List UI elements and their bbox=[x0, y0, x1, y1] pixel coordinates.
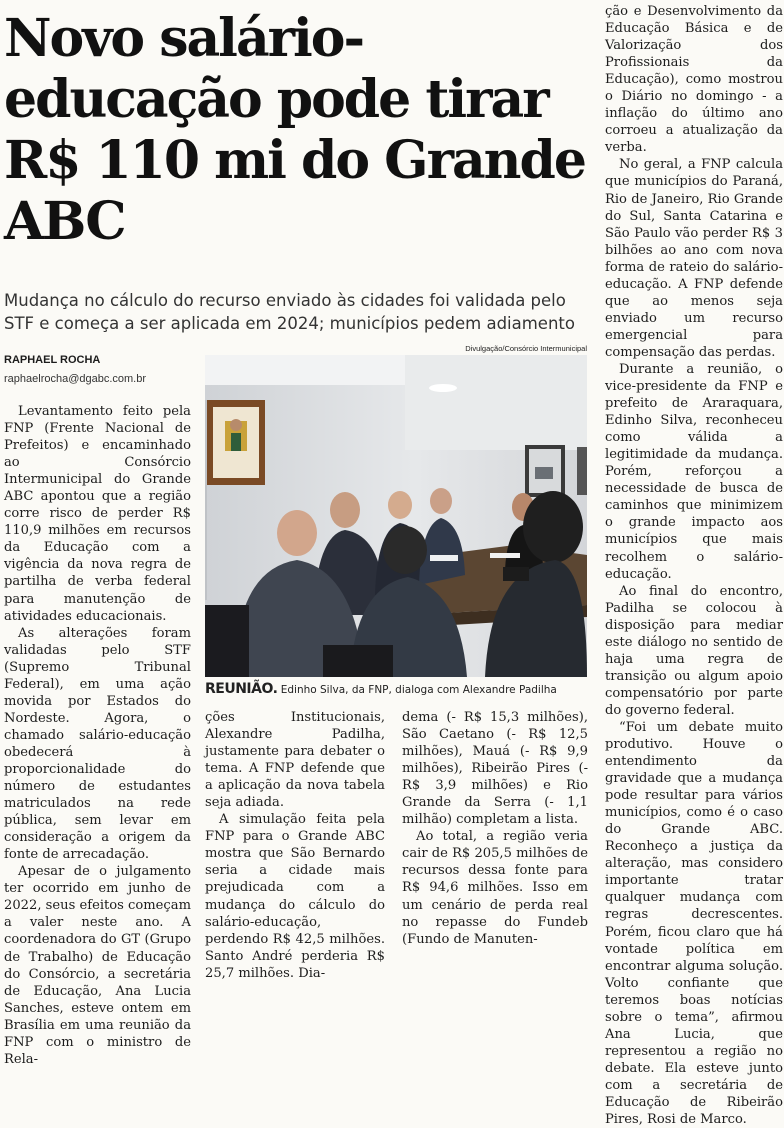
paragraph: ção e Desenvolvimento da Educação Básica e de Valorização dos Profissionais da Educação), como mostrou o Diário no domingo - a inflação do último ano corroeu a atualização da verba. bbox=[605, 4, 783, 156]
paragraph: A simulação feita pela FNP para o Grande ABC mostra que São Bernardo seria a cidade mais prejudicada com a mudança do cálculo do salário-educação, perdendo R$ 42,5 milhões. Santo André perderia R$ 25,7 milhões. Dia- bbox=[205, 812, 385, 981]
subheadline: Mudança no cálculo do recurso enviado às cidades foi validada pelo STF e começa a ser aplicada em 2024; municípios pedem adiamento bbox=[4, 291, 575, 333]
paragraph: Ao total, a região veria cair de R$ 205,5 milhões de recursos dessa fonte para R$ 94,6 milhões. Isso em um cenário de perda real no repasse do Fundeb (Fundo de Manuten- bbox=[402, 829, 588, 947]
paragraph: Apesar de o julgamento ter ocorrido em junho de 2022, seus efeitos começam a valer neste ano. A coordenadora do GT (Grupo de Trabalho) de Educação do Consórcio, a secretária de Educação, Ana Lucia Sanches, esteve ontem em Brasília em uma reunião da FNP com o ministro de Rela- bbox=[4, 864, 191, 1067]
paragraph: As alterações foram validadas pelo STF (Supremo Tribunal Federal), em uma ação movida por Estados do Nordeste. Agora, o chamado salário-educação obedecerá à proporcionalidade do número de estudantes matriculados na rede pública, sem levar em consideração a origem da fonte de arrecadação. bbox=[4, 625, 191, 863]
caption-lead: REUNIÃO. bbox=[205, 681, 278, 697]
article-column-4 bbox=[605, 3, 783, 1128]
article-column-3 bbox=[402, 709, 588, 948]
paragraph: dema (- R$ 15,3 milhões), São Caetano (- R$ 12,5 milhões), Mauá (- R$ 9,9 milhões), Ribeirão Pires (- R$ 3,9 milhões) e Rio Grande da Serra (- 1,1 milhão) completam a lista. bbox=[402, 710, 588, 828]
paragraph: Ao final do encontro, Padilha se colocou à disposição para mediar este diálogo no sentido de haja uma regra de transição ou algum apoio compensatório por parte do governo federal. bbox=[605, 583, 783, 718]
paragraph: No geral, a FNP calcula que municípios do Paraná, Rio de Janeiro, Rio Grande do Sul, Santa Catarina e São Paulo vão perder R$ 3 bilhões ao ano com nova forma de rateio do salário-educação. A FNP defende que ao menos seja enviado um recurso emergencial para compensação das perdas. bbox=[605, 157, 783, 360]
author-name: RAPHAEL ROCHA bbox=[4, 354, 101, 366]
photo-caption bbox=[205, 681, 590, 697]
paragraph: ções Institucionais, Alexandre Padilha, justamente para debater o tema. A FNP defende que a aplicação da nova tabela seja adiada. bbox=[205, 710, 385, 811]
paragraph: Durante a reunião, o vice-presidente da FNP e prefeito de Araraquara, Edinho Silva, reconheceu como válida a legitimidade da mudança. Porém, reforçou a necessidade de busca de caminhos que minimizem o grande impacto aos municípios que mais recolhem o salário-educação. bbox=[605, 361, 783, 582]
article-column-1 bbox=[4, 403, 191, 1068]
photo-credit: Divulgação/Consórcio Intermunicipal bbox=[465, 344, 587, 353]
author-email[interactable]: raphaelrocha@dgabc.com.br bbox=[4, 373, 147, 385]
caption-text: Edinho Silva, da FNP, dialoga com Alexandre Padilha bbox=[277, 684, 557, 696]
headline: Novo salário-educação pode tirar R$ 110 mi do Grande ABC bbox=[4, 8, 585, 252]
paragraph: Levantamento feito pela FNP (Frente Nacional de Prefeitos) e encaminhado ao Consórcio Intermunicipal do Grande ABC apontou que a região corre risco de perder R$ 110,9 milhões em recursos da Educação com a vigência da nova regra de partilha de verba federal para manutenção de atividades educacionais. bbox=[4, 404, 191, 624]
paragraph: “Foi um debate muito produtivo. Houve o entendimento da gravidade que a mudança pode resultar para vários municípios, como é o caso do Grande ABC. Reconheço a justiça da alteração, mas considero importante tratar qualquer mudança com regras decrescentes. Porém, ficou claro que há vontade política em encontrar alguma solução. Volto confiante que teremos boas notícias sobre o tema”, afirmou Ana Lucia, que representou a região no debate. Ela esteve junto com a secretária de Educação de Ribeirão Pires, Rosi de Marco. bbox=[605, 719, 783, 1128]
article-column-2 bbox=[205, 709, 385, 982]
meeting-photo bbox=[205, 355, 587, 677]
